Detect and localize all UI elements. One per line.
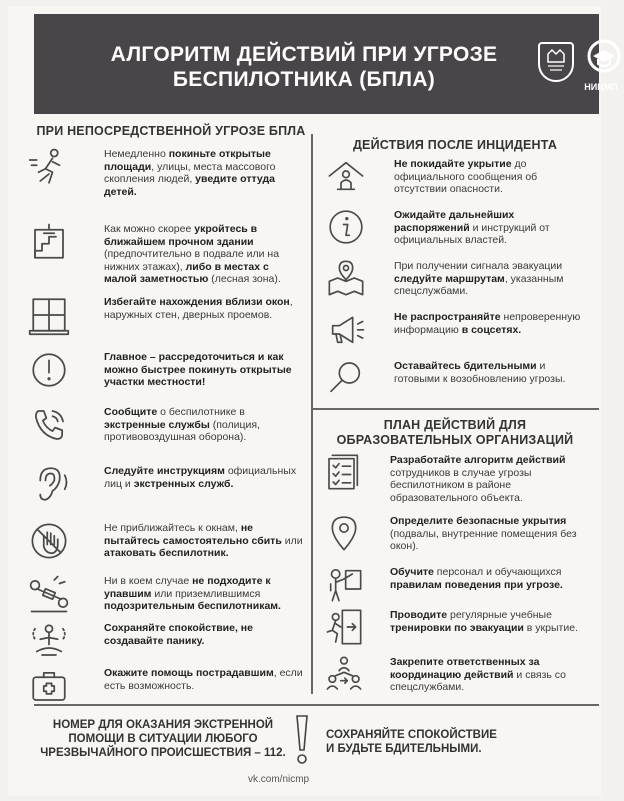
- title-line-2: БЕСПИЛОТНИКА (БПЛА): [172, 68, 436, 91]
- left-section-title: ПРИ НЕПОСРЕДСТВЕННОЙ УГРОЗЕ БПЛА: [36, 124, 306, 138]
- after-incident-text: Не распространяйте непроверенную информацию в соцсетях.: [394, 311, 581, 336]
- info-icon: [326, 207, 366, 247]
- team-icon: [324, 654, 364, 694]
- emblem-logo: [538, 42, 574, 82]
- left-text: Как можно скорее укройтесь в ближайшем прочном здании (предпочтительно в подвале или на нижних этажах), либо в местах с малой заметностью (лесная зона).: [104, 223, 281, 285]
- left-text: Окажите помощь пострадавшим, если есть возможность.: [104, 667, 303, 692]
- left-text: Главное – рассредоточиться и как можно быстрее покинуть открытые участки местности!: [104, 351, 292, 388]
- edu-plan-text: Обучите персонал и обучающихся правилам поведения при угрозе.: [390, 566, 563, 591]
- footer-divider: [34, 704, 599, 706]
- emergency-number-text: [38, 718, 288, 760]
- left-text: Сохраняйте спокойствие, не создавайте панику.: [104, 622, 253, 647]
- exclamation-circle-icon: [28, 349, 70, 391]
- person-in-shelter-icon: [326, 156, 366, 196]
- first-aid-kit-icon: [28, 665, 70, 707]
- footer-left-line-3: ЧРЕЗВЫЧАЙНОГО ПРОИСШЕСТВИЯ – 112.: [40, 747, 286, 759]
- exclamation-icon: [292, 714, 312, 766]
- ear-icon: [28, 463, 70, 505]
- footer-right-line-2: И БУДЬТЕ БДИТЕЛЬНЫМИ.: [326, 743, 482, 755]
- page-title: [104, 42, 504, 92]
- left-text: Избегайте нахождения вблизи окон, наружных стен, дверных проемов.: [104, 296, 293, 321]
- left-text: Не приближайтесь к окнам, не пытайтесь самостоятельно сбить или атаковать беспилотник.: [104, 522, 303, 559]
- footer-right-line-1: СОХРАНЯЙТЕ СПОКОЙСТВИЕ: [326, 729, 497, 741]
- left-text: Следуйте инструкциям официальных лиц и экстренных служб.: [104, 465, 297, 490]
- right-top-section-title: ДЕЙСТВИЯ ПОСЛЕ ИНЦИДЕНТА: [352, 138, 558, 152]
- fallen-drone-icon: [28, 573, 70, 615]
- edu-plan-text: Разработайте алгоритм действий сотрудников в случае угрозы беспилотником в районе образовательного объекта.: [390, 454, 566, 504]
- map-pin-icon: [326, 258, 366, 298]
- meditation-icon: [28, 620, 70, 662]
- nicmp-logo-text: НИЦМП: [584, 82, 618, 92]
- rb-title-line-1: ПЛАН ДЕЙСТВИЙ ДЛЯ: [383, 418, 527, 432]
- edu-plan-text: Определите безопасные укрытия (подвалы, внутренние помещения без окон).: [390, 515, 577, 552]
- checklist-icon: [324, 452, 364, 492]
- footer-left-line-2: ПОМОЩИ В СИТУАЦИИ ЛЮБОГО: [68, 733, 258, 745]
- right-divider: [313, 408, 599, 410]
- after-incident-text: Не покидайте укрытие до официального сообщения об отсутствии опасности.: [394, 158, 538, 195]
- title-line-1: АЛГОРИТМ ДЕЙСТВИЙ ПРИ УГРОЗЕ: [110, 43, 498, 66]
- edu-plan-text: Проводите регулярные учебные тренировки по эвакуации в укрытие.: [390, 609, 578, 634]
- after-incident-text: При получении сигнала эвакуации следуйте маршрутам, указанным спецслужбами.: [394, 260, 564, 297]
- no-hand-icon: [28, 520, 70, 562]
- column-divider: [311, 134, 313, 694]
- poster: [8, 6, 618, 796]
- after-incident-text: Ожидайте дальнейших распоряжений и инструкций от официальных властей.: [394, 209, 550, 246]
- rb-title-line-2: ОБРАЗОВАТЕЛЬНЫХ ОРГАНИЗАЦИЙ: [336, 433, 574, 447]
- right-bottom-section-title: [320, 418, 590, 448]
- phone-icon: [28, 404, 70, 446]
- left-text: Сообщите о беспилотнике в экстренные службы (полиция, противовоздушная оборона).: [104, 406, 260, 443]
- left-text: Немедленно покиньте открытые площади, улицы, места массового скопления людей, уведите оттуда детей.: [104, 148, 276, 198]
- exit-icon: [324, 607, 364, 647]
- vk-link[interactable]: vk.com/nicmp: [248, 774, 310, 785]
- shelter-stairs-icon: [28, 221, 70, 263]
- after-incident-text: Оставайтесь бдительными и готовыми к возобновлению угрозы.: [394, 360, 566, 385]
- stay-calm-text: [326, 728, 526, 756]
- left-text: Ни в коем случае не подходите к упавшим или приземлившимся подозрительным беспилотникам.: [104, 575, 281, 612]
- running-person-icon: [28, 146, 70, 188]
- header-banner: [34, 14, 618, 114]
- megaphone-icon: [326, 309, 366, 349]
- location-icon: [324, 513, 364, 553]
- edu-plan-text: Закрепите ответственных за координацию действий и связь со спецслужбами.: [390, 656, 567, 693]
- window-icon: [28, 294, 70, 336]
- footer-left-line-1: НОМЕР ДЛЯ ОКАЗАНИЯ ЭКСТРЕННОЙ: [52, 719, 274, 731]
- teacher-icon: [324, 564, 364, 604]
- magnifier-icon: [326, 358, 366, 398]
